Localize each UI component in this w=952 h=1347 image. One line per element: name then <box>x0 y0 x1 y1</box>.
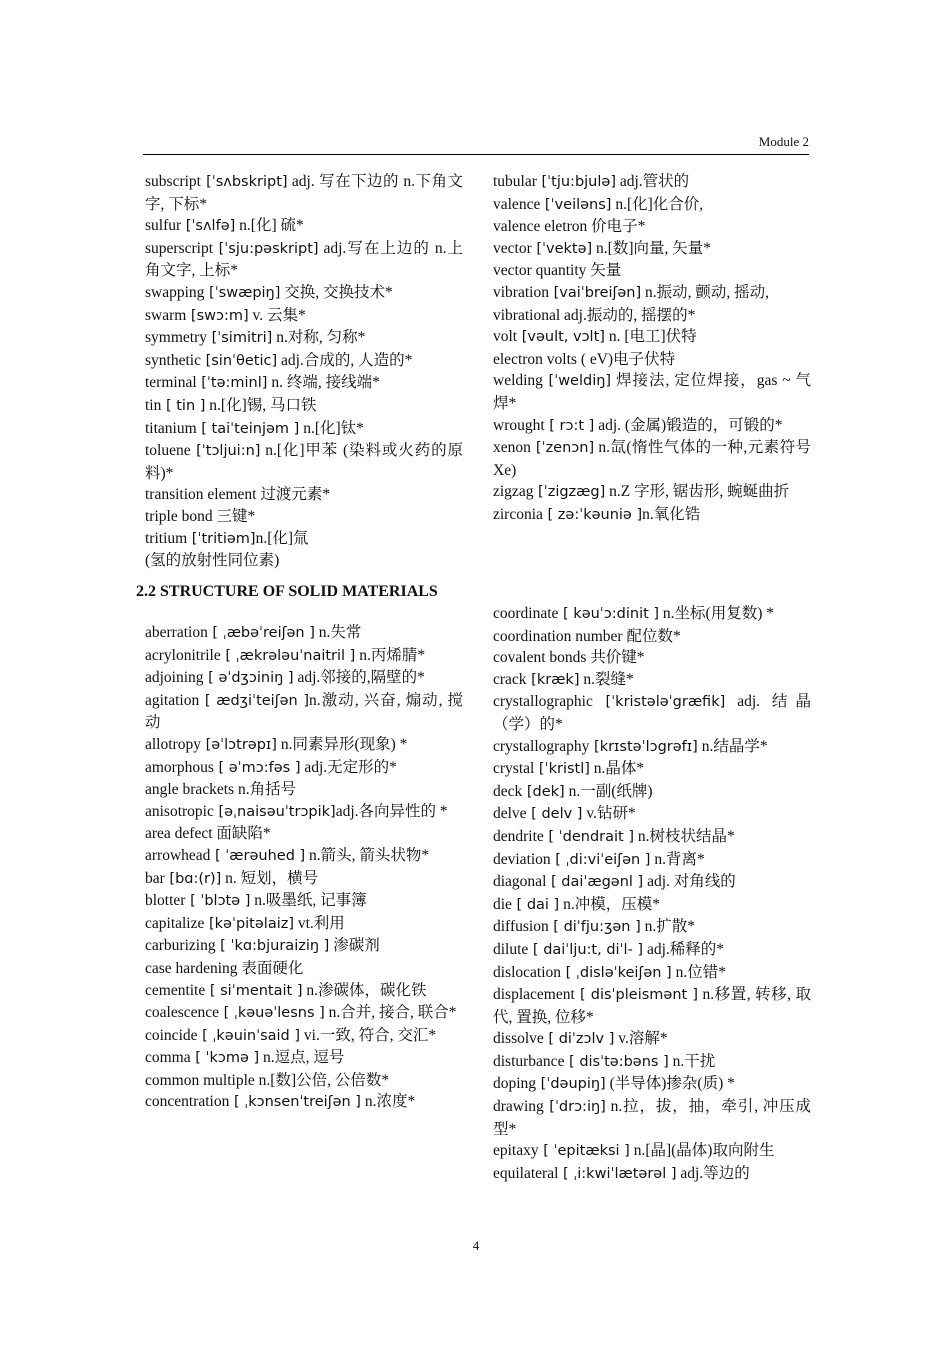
entry-term: electron volts <box>493 350 577 368</box>
glossary-entry <box>493 260 811 282</box>
glossary-entry <box>145 1047 463 1070</box>
entry-definition: n. [电工]伏特 <box>604 328 697 346</box>
glossary-entry <box>145 484 463 506</box>
glossary-entry <box>145 801 463 824</box>
entry-term: drawing <box>493 1098 544 1116</box>
entry-term: vector quantity <box>493 262 587 280</box>
entry-definition: n.渗碳体，碳化铁 <box>302 981 427 999</box>
glossary-entry <box>493 647 811 669</box>
entry-phonetic: [ ˈkɑ:bjuraiziŋ ] <box>215 938 330 955</box>
entry-term: volt <box>493 328 518 346</box>
glossary-entry <box>493 669 811 692</box>
glossary-entry <box>493 894 811 917</box>
entry-term: area defect <box>145 825 213 843</box>
glossary-entry <box>145 690 463 734</box>
entry-phonetic: [ zə:ˈkəuniə ] <box>542 506 643 523</box>
entry-phonetic: [ˈkristl] <box>534 761 590 778</box>
entry-definition: n.振动, 颤动, 摇动, <box>641 283 770 301</box>
entry-definition: v.钻研* <box>582 805 636 823</box>
entry-definition: n.冲模，压模* <box>559 895 660 913</box>
entry-phonetic: [ taiˈteinjəm ] <box>196 420 300 437</box>
entry-phonetic: [ ˈdendrait ] <box>543 828 635 845</box>
entry-definition: n.Z 字形, 锯齿形, 蜿蜒曲折 <box>605 483 790 501</box>
entry-phonetic: [ disˈpleismənt ] <box>574 987 699 1004</box>
entry-phonetic: [ˈweldiŋ] <box>542 373 612 390</box>
running-header: Module 2 <box>758 134 809 149</box>
glossary-entry <box>493 326 811 349</box>
entry-phonetic: [ ˌkɔnsenˈtreiʃən ] <box>229 1094 361 1111</box>
entry-definition: n.吸墨纸, 记事簿 <box>250 892 367 910</box>
entry-definition: n.[化]钛* <box>299 419 364 437</box>
entry-phonetic: [vaiˈbreiʃən] <box>548 284 642 301</box>
entry-definition: n.失常 <box>314 624 362 641</box>
entry-definition: n.[化]化合价, <box>611 195 704 213</box>
entry-phonetic: [ ædʒiˈteiʃən ] <box>199 692 310 709</box>
entry-term: toluene <box>145 442 191 460</box>
entry-definition: adj.各向异性的 * <box>335 802 448 820</box>
entry-term: vector <box>493 239 532 257</box>
entry-term: coordinate <box>493 605 559 622</box>
glossary-entry <box>493 194 811 217</box>
entry-phonetic: [ dai ] <box>511 896 560 913</box>
entry-phonetic: [ˈtə:minl] <box>196 375 268 392</box>
entry-definition: n.氧化锆 <box>642 505 701 523</box>
entry-phonetic: [ ˌkəuinˈsaid ] <box>197 1027 301 1044</box>
entry-term: agitation <box>145 691 200 709</box>
entry-definition: n.坐标(用复数) * <box>659 605 774 622</box>
glossary-entry <box>493 305 811 327</box>
entry-term: dendrite <box>493 827 544 845</box>
entry-term: acrylonitrile <box>145 646 221 664</box>
entry-term: swarm <box>145 306 187 324</box>
entry-definition: n.合并, 接合, 联合* <box>324 1004 457 1022</box>
entry-phonetic: [ delv ] <box>526 806 583 823</box>
entry-phonetic: [ˈzenɔn] <box>530 440 595 457</box>
page-number: 4 <box>472 1238 480 1253</box>
entry-phonetic: [ ˈblɔtə ] <box>185 893 251 910</box>
entry-term: diagonal <box>493 873 547 891</box>
entry-phonetic: [ ˈærəuhed ] <box>210 847 306 864</box>
glossary-entry <box>493 415 811 438</box>
entry-phonetic: [ ˌækrələuˈnaitril ] <box>220 647 356 664</box>
entry-definition: n.激动, 兴奋, 煽动, 搅动 <box>145 691 463 732</box>
glossary-entry <box>493 504 811 527</box>
entry-phonetic: [ˈtritiəm] <box>187 530 256 547</box>
glossary-entry <box>493 916 811 939</box>
entry-phonetic: [ rɔ:t ] <box>544 417 595 434</box>
entry-term: capitalize <box>145 914 205 932</box>
entry-definition: n.干扰 <box>668 1052 716 1070</box>
glossary-entry <box>145 327 463 350</box>
entry-term: welding <box>493 372 543 390</box>
glossary-entry <box>493 216 811 238</box>
glossary-entry <box>145 418 463 441</box>
glossary-entry <box>145 667 463 690</box>
glossary-entry <box>145 372 463 395</box>
entry-term: case hardening <box>145 959 238 977</box>
entry-term: delve <box>493 805 527 823</box>
glossary-entry <box>145 282 463 305</box>
glossary-entry <box>145 395 463 418</box>
entry-phonetic: [ˈsimitri] <box>207 330 273 347</box>
header-rule <box>143 154 809 155</box>
entry-definition: adj. 对角线的 <box>643 873 736 891</box>
entry-phonetic: [ siˈmentait ] <box>205 982 303 999</box>
entry-term: allotropy <box>145 735 201 753</box>
glossary-entry <box>145 868 463 891</box>
entry-definition: 价电子* <box>587 218 646 236</box>
entry-definition: adj.邻接的,隔壁的* <box>293 669 425 687</box>
entry-definition: ( eV)电子伏特 <box>576 350 676 368</box>
entry-definition: n.[化]锡, 马口铁 <box>205 396 317 414</box>
glossary-entry <box>493 1028 811 1051</box>
entry-definition: 共价键* <box>586 649 645 667</box>
entry-phonetic: [ˈsju:pəskript] <box>213 240 319 257</box>
entry-phonetic: [ˈtɔljui:n] <box>190 443 261 460</box>
entry-phonetic: [ ˌdisləˈkeiʃən ] <box>561 964 672 981</box>
glossary-column-right-2 <box>493 603 811 1185</box>
entry-term: swapping <box>145 283 205 301</box>
entry-term: xenon <box>493 439 531 457</box>
glossary-entry <box>493 1073 811 1096</box>
glossary-entry <box>145 913 463 936</box>
entry-definition: 过渡元素* <box>256 486 331 504</box>
glossary-entry <box>493 349 811 371</box>
entry-term: subscript <box>145 173 201 190</box>
section-title: 2.2 STRUCTURE OF SOLID MATERIALS <box>136 583 438 600</box>
glossary-column-left-2 <box>145 622 463 1114</box>
entry-phonetic: [əˈlɔtrəpɪ] <box>200 736 277 753</box>
entry-phonetic: [vəult, vɔlt] <box>517 329 605 346</box>
glossary-entry <box>145 845 463 868</box>
entry-definition: (氢的放射性同位素) <box>145 552 280 570</box>
entry-term: zirconia <box>493 505 543 523</box>
entry-term: diffusion <box>493 918 549 936</box>
glossary-entry <box>145 305 463 328</box>
entry-term: sulfur <box>145 217 182 235</box>
entry-term: zigzag <box>493 483 534 501</box>
entry-term: synthetic <box>145 351 201 369</box>
entry-phonetic: [ ˌi:kwiˈlætərəl ] <box>558 1165 677 1182</box>
entry-term: aberration <box>145 624 208 641</box>
entry-term: cementite <box>145 981 206 999</box>
entry-definition: (半导体)掺杂(质) * <box>605 1075 735 1093</box>
glossary-entry <box>493 437 811 481</box>
glossary-entry <box>145 757 463 780</box>
entry-term: tubular <box>493 173 537 190</box>
entry-term: crystallography <box>493 737 590 755</box>
entry-definition: n.浓度* <box>360 1093 416 1111</box>
entry-phonetic: [ tin ] <box>161 397 206 414</box>
entry-phonetic: [ˈkristələˈgræfik] <box>592 694 726 711</box>
entry-term: crystallographic <box>493 693 593 711</box>
glossary-entry <box>145 238 463 282</box>
entry-definition: n.扩散* <box>640 918 696 936</box>
glossary-entry <box>145 958 463 980</box>
glossary-entry <box>493 691 811 735</box>
entry-definition: adj.合成的, 人造的* <box>277 351 413 369</box>
entry-definition: n.[化]氚 <box>255 529 309 547</box>
entry-phonetic: [dek] <box>522 783 565 800</box>
entry-definition: n.[晶](晶体)取向附生 <box>629 1142 775 1160</box>
entry-definition: n.一副(纸牌) <box>564 782 653 800</box>
glossary-entry <box>493 626 811 648</box>
glossary-entry <box>145 440 463 484</box>
entry-term: transition element <box>145 486 257 504</box>
entry-term: angle brackets <box>145 781 235 799</box>
entry-phonetic: [əˌnaisəuˈtrɔpik] <box>213 803 336 820</box>
glossary-entry <box>493 849 811 872</box>
entry-phonetic: [ ˈepitæksi ] <box>538 1143 630 1160</box>
entry-definition: n.结晶学* <box>697 737 768 755</box>
entry-term: tin <box>145 396 162 414</box>
entry-definition: n.同素异形(现象) * <box>276 735 408 753</box>
entry-definition: adj.无定形的* <box>300 758 397 776</box>
entry-term: dissolve <box>493 1030 544 1048</box>
entry-term: coalescence <box>145 1004 219 1022</box>
entry-phonetic: [krɪstəˈlɔgrəfɪ] <box>589 738 698 755</box>
entry-definition: n.树枝状结晶* <box>634 827 735 845</box>
entry-term: coincide <box>145 1026 198 1044</box>
entry-definition: v.溶解* <box>614 1030 668 1048</box>
glossary-entry <box>145 890 463 913</box>
entry-term: valence <box>493 195 541 213</box>
glossary-entry <box>493 803 811 826</box>
entry-phonetic: [ ˌdi:viˈeiʃən ] <box>550 851 651 868</box>
glossary-entry <box>145 215 463 238</box>
entry-term: crystal <box>493 760 535 778</box>
entry-term: equilateral <box>493 1164 559 1182</box>
entry-phonetic: [ ˈkɔmə ] <box>190 1050 260 1067</box>
entry-phonetic: [ˈdəupiŋ] <box>536 1076 606 1093</box>
entry-definition: 焊接法, 定位焊接，gas ~ 气焊* <box>493 372 811 412</box>
glossary-entry <box>145 980 463 1003</box>
entry-term: tritium <box>145 529 188 547</box>
entry-definition: n.位错* <box>671 963 726 981</box>
glossary-entry <box>145 1070 463 1092</box>
entry-term: valence eletron <box>493 218 588 236</box>
entry-phonetic: [ əˈdʒɔiniŋ ] <box>203 670 294 687</box>
entry-term: displacement <box>493 986 575 1004</box>
entry-term: deck <box>493 782 523 800</box>
entry-term: disturbance <box>493 1052 565 1070</box>
entry-definition: adj. (金属)锻造的，可锻的* <box>594 416 783 434</box>
entry-term: crack <box>493 670 527 688</box>
entry-definition: 交换, 交换技术* <box>280 283 393 301</box>
entry-definition: adj.稀释的* <box>643 940 725 958</box>
entry-definition: adj. 结晶（学）的* <box>493 693 811 733</box>
entry-definition: n.氙(惰性气体的一种,元素符号 Xe) <box>493 439 811 479</box>
entry-term: anisotropic <box>145 802 214 820</box>
entry-definition: n.[数]公倍, 公倍数* <box>254 1071 390 1089</box>
glossary-entry <box>493 1051 811 1074</box>
entry-definition: vt.利用 <box>294 914 345 932</box>
entry-definition: n.丙烯腈* <box>355 646 426 664</box>
entry-definition: 三键* <box>212 507 256 525</box>
entry-definition: n.[数]向量, 矢量* <box>592 239 711 257</box>
entry-phonetic: [ˈswæpiŋ] <box>204 284 281 301</box>
entry-definition: adj.管状的 <box>615 173 690 190</box>
glossary-entry <box>493 1140 811 1163</box>
entry-term: superscript <box>145 239 214 257</box>
entry-definition: 配位数* <box>622 627 681 645</box>
glossary-column-right-1 <box>493 171 811 527</box>
glossary-entry <box>493 481 811 504</box>
glossary-entry <box>493 781 811 804</box>
entry-term: epitaxy <box>493 1142 539 1160</box>
entry-definition: vi.一致, 符合, 交汇* <box>300 1026 437 1044</box>
entry-phonetic: [ˈsʌlfə] <box>181 218 236 235</box>
entry-term: concentration <box>145 1093 230 1111</box>
entry-definition: adj.写在上边的 n.上角文字, 上标* <box>145 239 464 280</box>
glossary-entry <box>493 1096 811 1140</box>
glossary-entry <box>145 779 463 801</box>
entry-phonetic: [ daiˈlju:t, diˈl- ] <box>528 941 644 958</box>
entry-definition: n. 终端, 接线端* <box>267 374 380 392</box>
entry-term: vibrational <box>493 306 561 324</box>
entry-term: covalent bonds <box>493 649 587 667</box>
entry-definition: v. 云集* <box>248 306 306 324</box>
entry-phonetic: [ˈsʌbskript] <box>200 174 288 190</box>
entry-definition: 渗碳剂 <box>329 937 380 955</box>
entry-phonetic: [ˈtju:bjulə] <box>536 174 616 190</box>
entry-phonetic: [ diˈzɔlv ] <box>543 1031 615 1048</box>
entry-term: die <box>493 895 512 913</box>
entry-term: triple bond <box>145 507 213 525</box>
entry-definition: adj. 写在下边的 n.下角文字, 下标* <box>145 173 463 213</box>
entry-term: adjoining <box>145 669 204 687</box>
glossary-entry <box>145 645 463 668</box>
entry-term: coordination number <box>493 627 623 645</box>
entry-phonetic: [bɑ:(r)] <box>164 870 222 887</box>
glossary-entry <box>493 826 811 849</box>
entry-term: amorphous <box>145 758 214 776</box>
entry-term: arrowhead <box>145 846 211 864</box>
entry-phonetic: [swɔ:m] <box>186 307 249 324</box>
glossary-entry <box>493 939 811 962</box>
glossary-entry <box>145 528 463 551</box>
entry-definition: n.角括号 <box>234 781 297 799</box>
entry-term: terminal <box>145 374 197 392</box>
glossary-entry <box>145 171 463 215</box>
entry-definition: n.拉，拔，抽，牵引, 冲压成型* <box>493 1098 811 1138</box>
entry-definition: n.裂缝* <box>579 670 634 688</box>
entry-definition: n.晶体* <box>589 760 645 778</box>
entry-definition: n. 短划，横号 <box>221 869 319 887</box>
glossary-entry <box>493 171 811 194</box>
glossary-entry <box>145 1091 463 1114</box>
glossary-entry <box>493 871 811 894</box>
entry-definition: n.移置, 转移, 取代, 置换, 位移* <box>493 986 811 1026</box>
entry-definition: adj.等边的 <box>676 1164 750 1182</box>
entry-phonetic: [ kəuˈɔ:dinit ] <box>558 606 660 622</box>
glossary-column-left-1 <box>145 171 463 572</box>
glossary-entry <box>145 734 463 757</box>
entry-phonetic: [ˈveiləns] <box>540 196 612 213</box>
glossary-entry <box>493 370 811 414</box>
entry-term: symmetry <box>145 329 207 347</box>
glossary-entry <box>145 550 463 572</box>
entry-definition: 表面硬化 <box>237 959 304 977</box>
entry-term: common multiple <box>145 1071 255 1089</box>
entry-definition: n.[化] 硫* <box>235 217 304 235</box>
entry-definition: n.对称, 匀称* <box>272 329 366 347</box>
entry-phonetic: [kræk] <box>526 671 580 688</box>
entry-phonetic: [ ˌkəuəˈlesns ] <box>219 1005 325 1022</box>
entry-term: vibration <box>493 283 549 301</box>
entry-phonetic: [sinˈθetic] <box>200 352 278 369</box>
glossary-entry <box>145 823 463 845</box>
entry-term: deviation <box>493 850 551 868</box>
entry-term: blotter <box>145 892 186 910</box>
glossary-entry <box>145 1002 463 1025</box>
glossary-entry <box>145 935 463 958</box>
entry-phonetic: [ˈdrɔ:iŋ] <box>543 1099 606 1116</box>
glossary-entry <box>493 758 811 781</box>
glossary-entry <box>493 736 811 759</box>
entry-phonetic: [ diˈfju:ʒən ] <box>548 919 641 936</box>
entry-term: dilute <box>493 940 529 958</box>
glossary-entry <box>145 506 463 528</box>
entry-phonetic: [kəˈpitəlaiz] <box>204 915 294 932</box>
glossary-entry <box>493 282 811 305</box>
glossary-entry <box>145 350 463 373</box>
entry-phonetic: [ daiˈægənl ] <box>546 874 644 891</box>
entry-term: bar <box>145 869 165 887</box>
entry-phonetic: [ disˈtə:bəns ] <box>564 1053 669 1070</box>
glossary-entry <box>493 603 811 626</box>
entry-term: carburizing <box>145 937 216 955</box>
entry-term: doping <box>493 1075 537 1093</box>
glossary-entry <box>493 962 811 985</box>
glossary-entry <box>145 1025 463 1048</box>
glossary-entry <box>493 1163 811 1186</box>
entry-term: wrought <box>493 416 545 434</box>
entry-definition: adj.振动的, 摇摆的* <box>560 306 696 324</box>
glossary-entry <box>145 622 463 645</box>
entry-definition: n.逗点, 逗号 <box>259 1049 345 1067</box>
entry-term: comma <box>145 1049 191 1067</box>
entry-definition: n.背离* <box>650 850 705 868</box>
entry-term: dislocation <box>493 963 562 981</box>
entry-term: titanium <box>145 419 197 437</box>
entry-definition: n.箭头, 箭头状物* <box>305 846 430 864</box>
entry-definition: 面缺陷* <box>212 825 271 843</box>
glossary-entry <box>493 984 811 1028</box>
glossary-entry <box>493 238 811 261</box>
entry-definition: n.[化]甲苯 (染料或火药的原料)* <box>145 442 463 482</box>
entry-phonetic: [ˈvektə] <box>531 240 593 257</box>
entry-phonetic: [ˈzigzæg] <box>533 484 606 501</box>
entry-phonetic: [ əˈmɔ:fəs ] <box>213 759 301 776</box>
entry-definition: 矢量 <box>586 262 622 280</box>
entry-phonetic: [ ˌæbəˈreiʃən ] <box>207 625 315 641</box>
